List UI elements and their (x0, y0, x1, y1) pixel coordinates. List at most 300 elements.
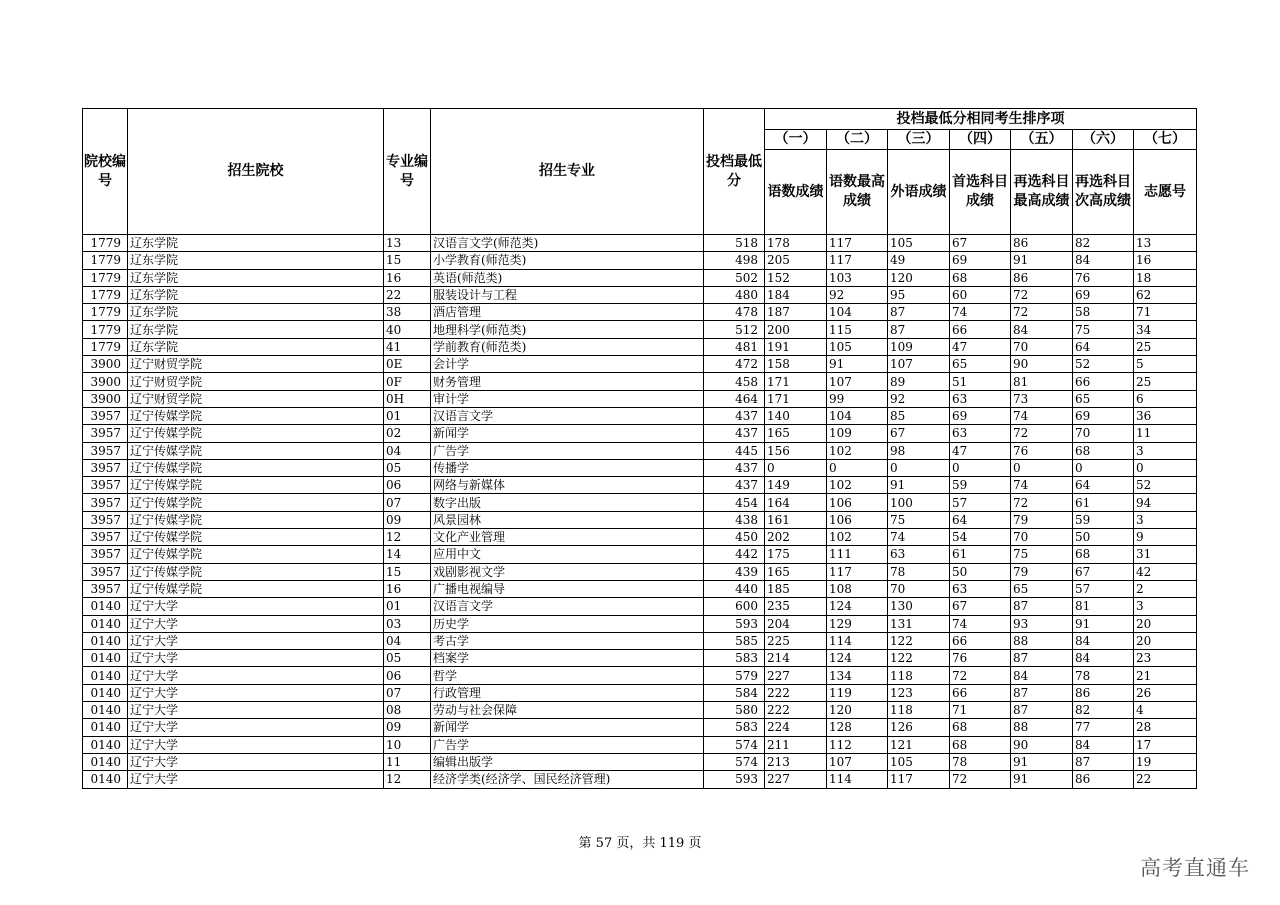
rank-number: （七） (1134, 130, 1197, 150)
cell-major: 广告学 (431, 736, 704, 753)
cell-preference-number: 17 (1134, 736, 1197, 753)
cell-chinese-math-max: 104 (827, 304, 888, 321)
cell-chinese-math: 161 (765, 511, 827, 528)
cell-elective-max: 90 (1011, 736, 1073, 753)
cell-min-score: 464 (704, 390, 765, 407)
cell-chinese-math: 204 (765, 615, 827, 632)
cell-first-subject: 61 (950, 546, 1011, 563)
cell-major-code: 14 (384, 546, 431, 563)
cell-major: 传播学 (431, 459, 704, 476)
cell-major: 行政管理 (431, 684, 704, 701)
cell-school: 辽东学院 (128, 269, 384, 286)
cell-foreign-language: 49 (888, 252, 950, 269)
cell-elective-second: 59 (1073, 511, 1134, 528)
cell-foreign-language: 105 (888, 753, 950, 770)
cell-elective-second: 61 (1073, 494, 1134, 511)
table-row (83, 442, 1197, 459)
table-row (83, 356, 1197, 373)
cell-preference-number: 21 (1134, 667, 1197, 684)
table-row (83, 684, 1197, 701)
cell-foreign-language: 131 (888, 615, 950, 632)
cell-major-code: 15 (384, 252, 431, 269)
cell-school-code: 1779 (83, 338, 128, 355)
cell-school-code: 0140 (83, 702, 128, 719)
cell-first-subject: 0 (950, 459, 1011, 476)
cell-school-code: 0140 (83, 753, 128, 770)
cell-first-subject: 78 (950, 753, 1011, 770)
cell-chinese-math-max: 106 (827, 494, 888, 511)
cell-elective-max: 93 (1011, 615, 1073, 632)
cell-school: 辽宁传媒学院 (128, 425, 384, 442)
cell-major: 服装设计与工程 (431, 286, 704, 303)
cell-chinese-math: 213 (765, 753, 827, 770)
cell-school: 辽宁财贸学院 (128, 356, 384, 373)
cell-major: 酒店管理 (431, 304, 704, 321)
cell-chinese-math-max: 102 (827, 477, 888, 494)
cell-chinese-math: 152 (765, 269, 827, 286)
cell-min-score: 481 (704, 338, 765, 355)
table-row (83, 252, 1197, 269)
cell-chinese-math-max: 112 (827, 736, 888, 753)
cell-elective-second: 57 (1073, 580, 1134, 597)
cell-chinese-math: 227 (765, 771, 827, 788)
cell-chinese-math-max: 129 (827, 615, 888, 632)
cell-min-score: 439 (704, 563, 765, 580)
cell-preference-number: 5 (1134, 356, 1197, 373)
cell-major-code: 01 (384, 407, 431, 424)
cell-elective-max: 91 (1011, 252, 1073, 269)
cell-school-code: 3957 (83, 511, 128, 528)
cell-school-code: 1779 (83, 235, 128, 252)
cell-min-score: 440 (704, 580, 765, 597)
cell-first-subject: 68 (950, 269, 1011, 286)
cell-chinese-math: 191 (765, 338, 827, 355)
cell-major-code: 11 (384, 753, 431, 770)
cell-school: 辽宁传媒学院 (128, 546, 384, 563)
cell-major-code: 09 (384, 511, 431, 528)
cell-min-score: 442 (704, 546, 765, 563)
cell-preference-number: 42 (1134, 563, 1197, 580)
cell-elective-second: 87 (1073, 753, 1134, 770)
table-row (83, 477, 1197, 494)
cell-preference-number: 34 (1134, 321, 1197, 338)
cell-first-subject: 60 (950, 286, 1011, 303)
cell-major-code: 0E (384, 356, 431, 373)
cell-major: 网络与新媒体 (431, 477, 704, 494)
cell-elective-max: 72 (1011, 425, 1073, 442)
cell-foreign-language: 122 (888, 650, 950, 667)
cell-min-score: 478 (704, 304, 765, 321)
cell-school: 辽宁大学 (128, 650, 384, 667)
cell-school-code: 0140 (83, 615, 128, 632)
cell-school-code: 0140 (83, 632, 128, 649)
cell-preference-number: 25 (1134, 373, 1197, 390)
cell-min-score: 583 (704, 719, 765, 736)
table-row (83, 702, 1197, 719)
table-row (83, 304, 1197, 321)
header-min-score: 投档最低分 (704, 109, 765, 235)
cell-first-subject: 47 (950, 442, 1011, 459)
rank-number: （五） (1011, 130, 1073, 150)
cell-first-subject: 47 (950, 338, 1011, 355)
cell-elective-max: 65 (1011, 580, 1073, 597)
cell-preference-number: 3 (1134, 511, 1197, 528)
cell-first-subject: 66 (950, 321, 1011, 338)
cell-min-score: 593 (704, 615, 765, 632)
cell-elective-second: 75 (1073, 321, 1134, 338)
cell-min-score: 574 (704, 753, 765, 770)
cell-preference-number: 28 (1134, 719, 1197, 736)
cell-major: 档案学 (431, 650, 704, 667)
table-row (83, 667, 1197, 684)
cell-elective-max: 72 (1011, 304, 1073, 321)
cell-elective-second: 67 (1073, 563, 1134, 580)
cell-min-score: 437 (704, 459, 765, 476)
cell-chinese-math-max: 107 (827, 373, 888, 390)
cell-school-code: 3957 (83, 529, 128, 546)
cell-min-score: 583 (704, 650, 765, 667)
cell-preference-number: 19 (1134, 753, 1197, 770)
cell-foreign-language: 85 (888, 407, 950, 424)
table-header (83, 109, 1197, 235)
cell-elective-max: 84 (1011, 667, 1073, 684)
rank-number: （四） (950, 130, 1011, 150)
cell-elective-second: 68 (1073, 442, 1134, 459)
cell-major-code: 15 (384, 563, 431, 580)
cell-first-subject: 72 (950, 667, 1011, 684)
cell-elective-max: 87 (1011, 598, 1073, 615)
table-row (83, 736, 1197, 753)
table-row (83, 390, 1197, 407)
cell-school-code: 0140 (83, 650, 128, 667)
cell-chinese-math: 140 (765, 407, 827, 424)
cell-school-code: 3957 (83, 425, 128, 442)
cell-chinese-math: 171 (765, 373, 827, 390)
cell-elective-second: 64 (1073, 338, 1134, 355)
cell-chinese-math: 227 (765, 667, 827, 684)
cell-chinese-math: 224 (765, 719, 827, 736)
cell-elective-second: 58 (1073, 304, 1134, 321)
admission-score-table (82, 108, 1197, 789)
cell-first-subject: 71 (950, 702, 1011, 719)
cell-elective-second: 50 (1073, 529, 1134, 546)
header-major-code: 专业编号 (384, 109, 431, 235)
cell-elective-max: 90 (1011, 356, 1073, 373)
cell-foreign-language: 89 (888, 373, 950, 390)
cell-major: 历史学 (431, 615, 704, 632)
cell-major: 广播电视编导 (431, 580, 704, 597)
cell-first-subject: 74 (950, 304, 1011, 321)
cell-school: 辽东学院 (128, 252, 384, 269)
cell-school: 辽宁传媒学院 (128, 494, 384, 511)
cell-preference-number: 11 (1134, 425, 1197, 442)
cell-major: 汉语言文学 (431, 407, 704, 424)
cell-elective-second: 66 (1073, 373, 1134, 390)
cell-chinese-math: 184 (765, 286, 827, 303)
cell-min-score: 450 (704, 529, 765, 546)
cell-school-code: 0140 (83, 736, 128, 753)
cell-foreign-language: 63 (888, 546, 950, 563)
cell-school-code: 3957 (83, 407, 128, 424)
cell-min-score: 437 (704, 407, 765, 424)
cell-chinese-math-max: 124 (827, 598, 888, 615)
cell-major: 戏剧影视文学 (431, 563, 704, 580)
cell-major: 风景园林 (431, 511, 704, 528)
table-row (83, 563, 1197, 580)
cell-first-subject: 65 (950, 356, 1011, 373)
cell-major: 小学教育(师范类) (431, 252, 704, 269)
cell-preference-number: 36 (1134, 407, 1197, 424)
cell-preference-number: 62 (1134, 286, 1197, 303)
cell-preference-number: 25 (1134, 338, 1197, 355)
cell-elective-max: 87 (1011, 702, 1073, 719)
cell-elective-max: 79 (1011, 511, 1073, 528)
rank-number: （三） (888, 130, 950, 150)
cell-first-subject: 74 (950, 615, 1011, 632)
cell-major-code: 03 (384, 615, 431, 632)
cell-elective-second: 84 (1073, 736, 1134, 753)
cell-school-code: 3957 (83, 546, 128, 563)
cell-major-code: 06 (384, 477, 431, 494)
cell-min-score: 472 (704, 356, 765, 373)
cell-chinese-math-max: 124 (827, 650, 888, 667)
cell-major-code: 06 (384, 667, 431, 684)
rank-label-foreign-language: 外语成绩 (888, 150, 950, 235)
cell-elective-second: 86 (1073, 684, 1134, 701)
cell-min-score: 480 (704, 286, 765, 303)
cell-major: 地理科学(师范类) (431, 321, 704, 338)
table-row (83, 511, 1197, 528)
cell-chinese-math-max: 106 (827, 511, 888, 528)
cell-foreign-language: 121 (888, 736, 950, 753)
cell-major-code: 04 (384, 632, 431, 649)
cell-chinese-math: 185 (765, 580, 827, 597)
cell-elective-second: 82 (1073, 702, 1134, 719)
cell-major: 汉语言文学 (431, 598, 704, 615)
page-number: 第 57 页，共 119 页 (578, 836, 702, 851)
cell-school: 辽宁传媒学院 (128, 529, 384, 546)
cell-preference-number: 20 (1134, 632, 1197, 649)
cell-preference-number: 71 (1134, 304, 1197, 321)
cell-elective-max: 87 (1011, 684, 1073, 701)
cell-school-code: 1779 (83, 321, 128, 338)
cell-chinese-math-max: 114 (827, 632, 888, 649)
cell-major: 财务管理 (431, 373, 704, 390)
cell-elective-max: 76 (1011, 442, 1073, 459)
cell-school: 辽东学院 (128, 338, 384, 355)
cell-min-score: 512 (704, 321, 765, 338)
rank-label-elective-second: 再选科目次高成绩 (1073, 150, 1134, 235)
cell-school: 辽东学院 (128, 286, 384, 303)
cell-elective-max: 73 (1011, 390, 1073, 407)
cell-major: 劳动与社会保障 (431, 702, 704, 719)
table-row (83, 425, 1197, 442)
cell-major-code: 01 (384, 598, 431, 615)
cell-school: 辽宁大学 (128, 702, 384, 719)
cell-foreign-language: 67 (888, 425, 950, 442)
watermark: 高考直通车 (1140, 856, 1250, 880)
table-row (83, 321, 1197, 338)
cell-major-code: 12 (384, 771, 431, 788)
table-row (83, 269, 1197, 286)
cell-school-code: 3900 (83, 373, 128, 390)
cell-min-score: 498 (704, 252, 765, 269)
cell-elective-second: 84 (1073, 632, 1134, 649)
cell-min-score: 502 (704, 269, 765, 286)
cell-major-code: 12 (384, 529, 431, 546)
cell-chinese-math: 164 (765, 494, 827, 511)
cell-major-code: 07 (384, 684, 431, 701)
table-row (83, 494, 1197, 511)
cell-chinese-math-max: 0 (827, 459, 888, 476)
cell-school: 辽宁大学 (128, 753, 384, 770)
cell-major: 新闻学 (431, 719, 704, 736)
cell-elective-second: 82 (1073, 235, 1134, 252)
header-ranking-group: 投档最低分相同考生排序项 (765, 109, 1197, 130)
cell-major-code: 04 (384, 442, 431, 459)
cell-major-code: 09 (384, 719, 431, 736)
cell-preference-number: 18 (1134, 269, 1197, 286)
cell-foreign-language: 87 (888, 304, 950, 321)
cell-major-code: 22 (384, 286, 431, 303)
table-row (83, 235, 1197, 252)
cell-school: 辽宁传媒学院 (128, 459, 384, 476)
table-row (83, 615, 1197, 632)
cell-first-subject: 67 (950, 598, 1011, 615)
cell-school-code: 1779 (83, 252, 128, 269)
cell-school-code: 0140 (83, 667, 128, 684)
cell-school: 辽宁财贸学院 (128, 390, 384, 407)
cell-preference-number: 0 (1134, 459, 1197, 476)
cell-elective-max: 79 (1011, 563, 1073, 580)
cell-major-code: 05 (384, 459, 431, 476)
cell-chinese-math-max: 114 (827, 771, 888, 788)
cell-school: 辽宁传媒学院 (128, 511, 384, 528)
cell-chinese-math-max: 117 (827, 563, 888, 580)
cell-major-code: 0F (384, 373, 431, 390)
cell-elective-second: 84 (1073, 650, 1134, 667)
cell-foreign-language: 126 (888, 719, 950, 736)
cell-chinese-math-max: 99 (827, 390, 888, 407)
cell-min-score: 600 (704, 598, 765, 615)
cell-chinese-math-max: 105 (827, 338, 888, 355)
cell-foreign-language: 78 (888, 563, 950, 580)
cell-school: 辽宁大学 (128, 719, 384, 736)
rank-number: （六） (1073, 130, 1134, 150)
cell-chinese-math: 235 (765, 598, 827, 615)
cell-chinese-math-max: 92 (827, 286, 888, 303)
cell-min-score: 437 (704, 425, 765, 442)
table-row (83, 529, 1197, 546)
cell-min-score: 585 (704, 632, 765, 649)
cell-preference-number: 94 (1134, 494, 1197, 511)
cell-first-subject: 54 (950, 529, 1011, 546)
cell-min-score: 437 (704, 477, 765, 494)
cell-foreign-language: 87 (888, 321, 950, 338)
cell-major: 编辑出版学 (431, 753, 704, 770)
cell-min-score: 579 (704, 667, 765, 684)
cell-chinese-math: 202 (765, 529, 827, 546)
table-row (83, 580, 1197, 597)
cell-chinese-math-max: 117 (827, 252, 888, 269)
cell-school: 辽宁传媒学院 (128, 563, 384, 580)
cell-school: 辽宁大学 (128, 667, 384, 684)
cell-first-subject: 68 (950, 719, 1011, 736)
cell-min-score: 580 (704, 702, 765, 719)
rank-number: （二） (827, 130, 888, 150)
cell-major-code: 16 (384, 269, 431, 286)
cell-chinese-math-max: 115 (827, 321, 888, 338)
cell-min-score: 574 (704, 736, 765, 753)
cell-major-code: 10 (384, 736, 431, 753)
header-major: 招生专业 (431, 109, 704, 235)
cell-first-subject: 50 (950, 563, 1011, 580)
cell-foreign-language: 107 (888, 356, 950, 373)
cell-school-code: 3957 (83, 477, 128, 494)
cell-chinese-math-max: 111 (827, 546, 888, 563)
cell-school: 辽宁传媒学院 (128, 477, 384, 494)
cell-major-code: 13 (384, 235, 431, 252)
cell-major: 学前教育(师范类) (431, 338, 704, 355)
cell-major-code: 40 (384, 321, 431, 338)
cell-elective-second: 65 (1073, 390, 1134, 407)
cell-elective-max: 70 (1011, 338, 1073, 355)
cell-elective-second: 69 (1073, 407, 1134, 424)
cell-elective-max: 70 (1011, 529, 1073, 546)
cell-major: 数字出版 (431, 494, 704, 511)
cell-chinese-math-max: 120 (827, 702, 888, 719)
rank-number: （一） (765, 130, 827, 150)
cell-school: 辽东学院 (128, 235, 384, 252)
cell-school: 辽宁大学 (128, 615, 384, 632)
cell-major-code: 41 (384, 338, 431, 355)
cell-major: 英语(师范类) (431, 269, 704, 286)
cell-first-subject: 59 (950, 477, 1011, 494)
cell-chinese-math-max: 102 (827, 442, 888, 459)
cell-preference-number: 22 (1134, 771, 1197, 788)
cell-elective-second: 76 (1073, 269, 1134, 286)
cell-elective-max: 87 (1011, 650, 1073, 667)
table-body (83, 235, 1197, 789)
cell-school: 辽宁大学 (128, 632, 384, 649)
cell-first-subject: 69 (950, 252, 1011, 269)
cell-chinese-math: 222 (765, 684, 827, 701)
cell-chinese-math: 178 (765, 235, 827, 252)
table-row (83, 373, 1197, 390)
cell-major: 新闻学 (431, 425, 704, 442)
cell-elective-second: 70 (1073, 425, 1134, 442)
cell-school: 辽宁传媒学院 (128, 442, 384, 459)
cell-major-code: 05 (384, 650, 431, 667)
cell-preference-number: 20 (1134, 615, 1197, 632)
table-row (83, 546, 1197, 563)
cell-major-code: 0H (384, 390, 431, 407)
cell-min-score: 584 (704, 684, 765, 701)
cell-foreign-language: 0 (888, 459, 950, 476)
cell-elective-max: 91 (1011, 771, 1073, 788)
table-row (83, 650, 1197, 667)
cell-chinese-math-max: 108 (827, 580, 888, 597)
cell-elective-second: 84 (1073, 252, 1134, 269)
cell-school-code: 3957 (83, 563, 128, 580)
cell-major-code: 38 (384, 304, 431, 321)
cell-min-score: 438 (704, 511, 765, 528)
cell-major: 应用中文 (431, 546, 704, 563)
table-row (83, 719, 1197, 736)
cell-preference-number: 2 (1134, 580, 1197, 597)
cell-preference-number: 6 (1134, 390, 1197, 407)
cell-school: 辽宁大学 (128, 684, 384, 701)
